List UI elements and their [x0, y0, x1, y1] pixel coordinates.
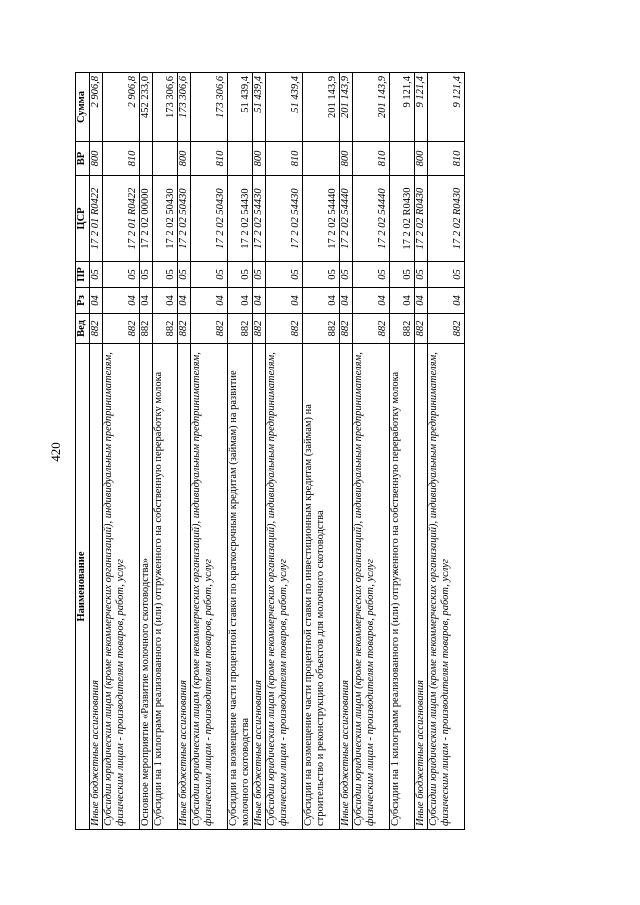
cell-sum: 173 306,6 — [191, 73, 228, 142]
cell-pr: 05 — [228, 262, 253, 288]
table-row — [390, 73, 415, 830]
table-row — [103, 73, 140, 830]
cell-sum: 173 306,6 — [153, 73, 178, 142]
table-row — [178, 73, 191, 830]
cell-csr: 17 2 02 50430 — [178, 176, 191, 262]
cell-name: Субсидии юридическим лицам (кроме некоммерческих организаций), индивидуальным предпринимателям, физическим лицам - производителям товаров, работ, услуг — [353, 344, 390, 830]
table-row — [253, 73, 266, 830]
table-row — [140, 73, 153, 830]
cell-csr: 17 2 01 R0422 — [90, 176, 103, 262]
cell-pr: 05 — [303, 262, 340, 288]
cell-rz: 04 — [415, 288, 428, 314]
cell-pr: 05 — [140, 262, 153, 288]
cell-pr: 05 — [428, 262, 465, 288]
cell-vr: 810 — [353, 142, 390, 176]
cell-ved: 882 — [303, 314, 340, 344]
cell-name: Субсидии на 1 килограмм реализованного и (или) отгруженного на собственную переработку молока — [153, 344, 178, 830]
cell-ved: 882 — [140, 314, 153, 344]
table-body — [90, 73, 465, 830]
cell-sum: 9 121,4 — [428, 73, 465, 142]
column-header-csr: ЦСР — [76, 176, 90, 262]
cell-name: Субсидии на возмещение части процентной ставки по инвестиционным кредитам (займам) на строительство и реконструкцию объектов для молочного скотоводства — [303, 344, 340, 830]
cell-pr: 05 — [103, 262, 140, 288]
cell-vr: 800 — [340, 142, 353, 176]
cell-name: Иные бюджетные ассигнования — [415, 344, 428, 830]
cell-rz: 04 — [428, 288, 465, 314]
cell-sum: 201 143,9 — [340, 73, 353, 142]
cell-ved: 882 — [340, 314, 353, 344]
cell-csr: 17 2 02 R0430 — [415, 176, 428, 262]
column-header-sum: Сумма — [76, 73, 90, 142]
cell-csr: 17 2 02 54440 — [340, 176, 353, 262]
cell-ved: 882 — [228, 314, 253, 344]
cell-csr: 17 2 02 54430 — [253, 176, 266, 262]
rotated-table-container — [75, 73, 562, 830]
cell-vr: 800 — [178, 142, 191, 176]
cell-vr — [140, 142, 153, 176]
cell-name: Субсидии на 1 килограмм реализованного и (или) отгруженного на собственную переработку молока — [390, 344, 415, 830]
column-header-rz: Рз — [76, 288, 90, 314]
cell-sum: 452 233,0 — [140, 73, 153, 142]
cell-ved: 882 — [253, 314, 266, 344]
column-header-ved: Вед — [76, 314, 90, 344]
cell-rz: 04 — [303, 288, 340, 314]
table-row — [266, 73, 303, 830]
cell-sum: 201 143,9 — [303, 73, 340, 142]
cell-rz: 04 — [90, 288, 103, 314]
cell-ved: 882 — [415, 314, 428, 344]
cell-name: Иные бюджетные ассигнования — [178, 344, 191, 830]
cell-ved: 882 — [178, 314, 191, 344]
table-row — [90, 73, 103, 830]
table-row — [191, 73, 228, 830]
cell-name: Иные бюджетные ассигнования — [90, 344, 103, 830]
cell-ved: 882 — [390, 314, 415, 344]
budget-table — [75, 72, 465, 830]
cell-ved: 882 — [266, 314, 303, 344]
cell-name: Субсидии юридическим лицам (кроме некоммерческих организаций), индивидуальным предпринимателям, физическим лицам - производителям товаров, работ, услуг — [266, 344, 303, 830]
cell-sum: 51 439,4 — [253, 73, 266, 142]
cell-name: Субсидии юридическим лицам (кроме некоммерческих организаций), индивидуальным предпринимателям, физическим лицам - производителям товаров, работ, услуг — [428, 344, 465, 830]
cell-rz: 04 — [178, 288, 191, 314]
cell-rz: 04 — [340, 288, 353, 314]
cell-rz: 04 — [103, 288, 140, 314]
cell-pr: 05 — [353, 262, 390, 288]
table-row — [428, 73, 465, 830]
cell-csr: 17 2 02 00000 — [140, 176, 153, 262]
table-row — [228, 73, 253, 830]
column-header-pr: ПР — [76, 262, 90, 288]
cell-rz: 04 — [191, 288, 228, 314]
table-row — [153, 73, 178, 830]
cell-vr — [390, 142, 415, 176]
cell-pr: 05 — [178, 262, 191, 288]
cell-rz: 04 — [153, 288, 178, 314]
column-header-name: Наименование — [76, 344, 90, 830]
cell-sum: 173 306,6 — [178, 73, 191, 142]
page-number: 420 — [48, 442, 63, 462]
cell-name: Субсидии на возмещение части процентной ставки по краткосрочным кредитам (займам) на развитие молочного скотоводства — [228, 344, 253, 830]
cell-rz: 04 — [140, 288, 153, 314]
cell-name: Основное мероприятие «Развитие молочного скотоводства» — [140, 344, 153, 830]
cell-pr: 05 — [415, 262, 428, 288]
cell-pr: 05 — [90, 262, 103, 288]
column-header-vr: ВР — [76, 142, 90, 176]
cell-vr: 800 — [415, 142, 428, 176]
cell-vr: 810 — [428, 142, 465, 176]
cell-rz: 04 — [228, 288, 253, 314]
cell-pr: 05 — [266, 262, 303, 288]
cell-sum: 51 439,4 — [266, 73, 303, 142]
cell-sum: 2 906,8 — [103, 73, 140, 142]
cell-vr — [303, 142, 340, 176]
cell-ved: 882 — [428, 314, 465, 344]
cell-name: Иные бюджетные ассигнования — [253, 344, 266, 830]
cell-pr: 05 — [390, 262, 415, 288]
cell-vr: 810 — [103, 142, 140, 176]
table-header-row — [76, 73, 90, 830]
cell-sum: 9 121,4 — [415, 73, 428, 142]
cell-csr: 17 2 02 54440 — [353, 176, 390, 262]
table-row — [340, 73, 353, 830]
cell-sum: 51 439,4 — [228, 73, 253, 142]
cell-vr: 810 — [191, 142, 228, 176]
cell-vr — [153, 142, 178, 176]
cell-csr: 17 2 02 54430 — [228, 176, 253, 262]
cell-pr: 05 — [153, 262, 178, 288]
cell-csr: 17 2 02 50430 — [153, 176, 178, 262]
table-row — [353, 73, 390, 830]
cell-csr: 17 2 02 R0430 — [390, 176, 415, 262]
cell-ved: 882 — [191, 314, 228, 344]
cell-rz: 04 — [353, 288, 390, 314]
cell-name: Иные бюджетные ассигнования — [340, 344, 353, 830]
cell-csr: 17 2 01 R0422 — [103, 176, 140, 262]
table-row — [415, 73, 428, 830]
cell-pr: 05 — [340, 262, 353, 288]
cell-pr: 05 — [253, 262, 266, 288]
cell-ved: 882 — [153, 314, 178, 344]
cell-sum: 201 143,9 — [353, 73, 390, 142]
cell-name: Субсидии юридическим лицам (кроме некоммерческих организаций), индивидуальным предпринимателям, физическим лицам - производителям товаров, работ, услуг — [191, 344, 228, 830]
cell-csr: 17 2 02 50430 — [191, 176, 228, 262]
cell-vr: 800 — [90, 142, 103, 176]
cell-rz: 04 — [390, 288, 415, 314]
cell-sum: 9 121,4 — [390, 73, 415, 142]
cell-pr: 05 — [191, 262, 228, 288]
cell-vr: 800 — [253, 142, 266, 176]
cell-rz: 04 — [266, 288, 303, 314]
cell-ved: 882 — [90, 314, 103, 344]
cell-ved: 882 — [103, 314, 140, 344]
cell-csr: 17 2 02 R0430 — [428, 176, 465, 262]
cell-sum: 2 906,8 — [90, 73, 103, 142]
cell-name: Субсидии юридическим лицам (кроме некоммерческих организаций), индивидуальным предпринимателям, физическим лицам - производителям товаров, работ, услуг — [103, 344, 140, 830]
cell-csr: 17 2 02 54440 — [303, 176, 340, 262]
cell-csr: 17 2 02 54430 — [266, 176, 303, 262]
table-row — [303, 73, 340, 830]
cell-ved: 882 — [353, 314, 390, 344]
cell-vr — [228, 142, 253, 176]
cell-vr: 810 — [266, 142, 303, 176]
cell-rz: 04 — [253, 288, 266, 314]
